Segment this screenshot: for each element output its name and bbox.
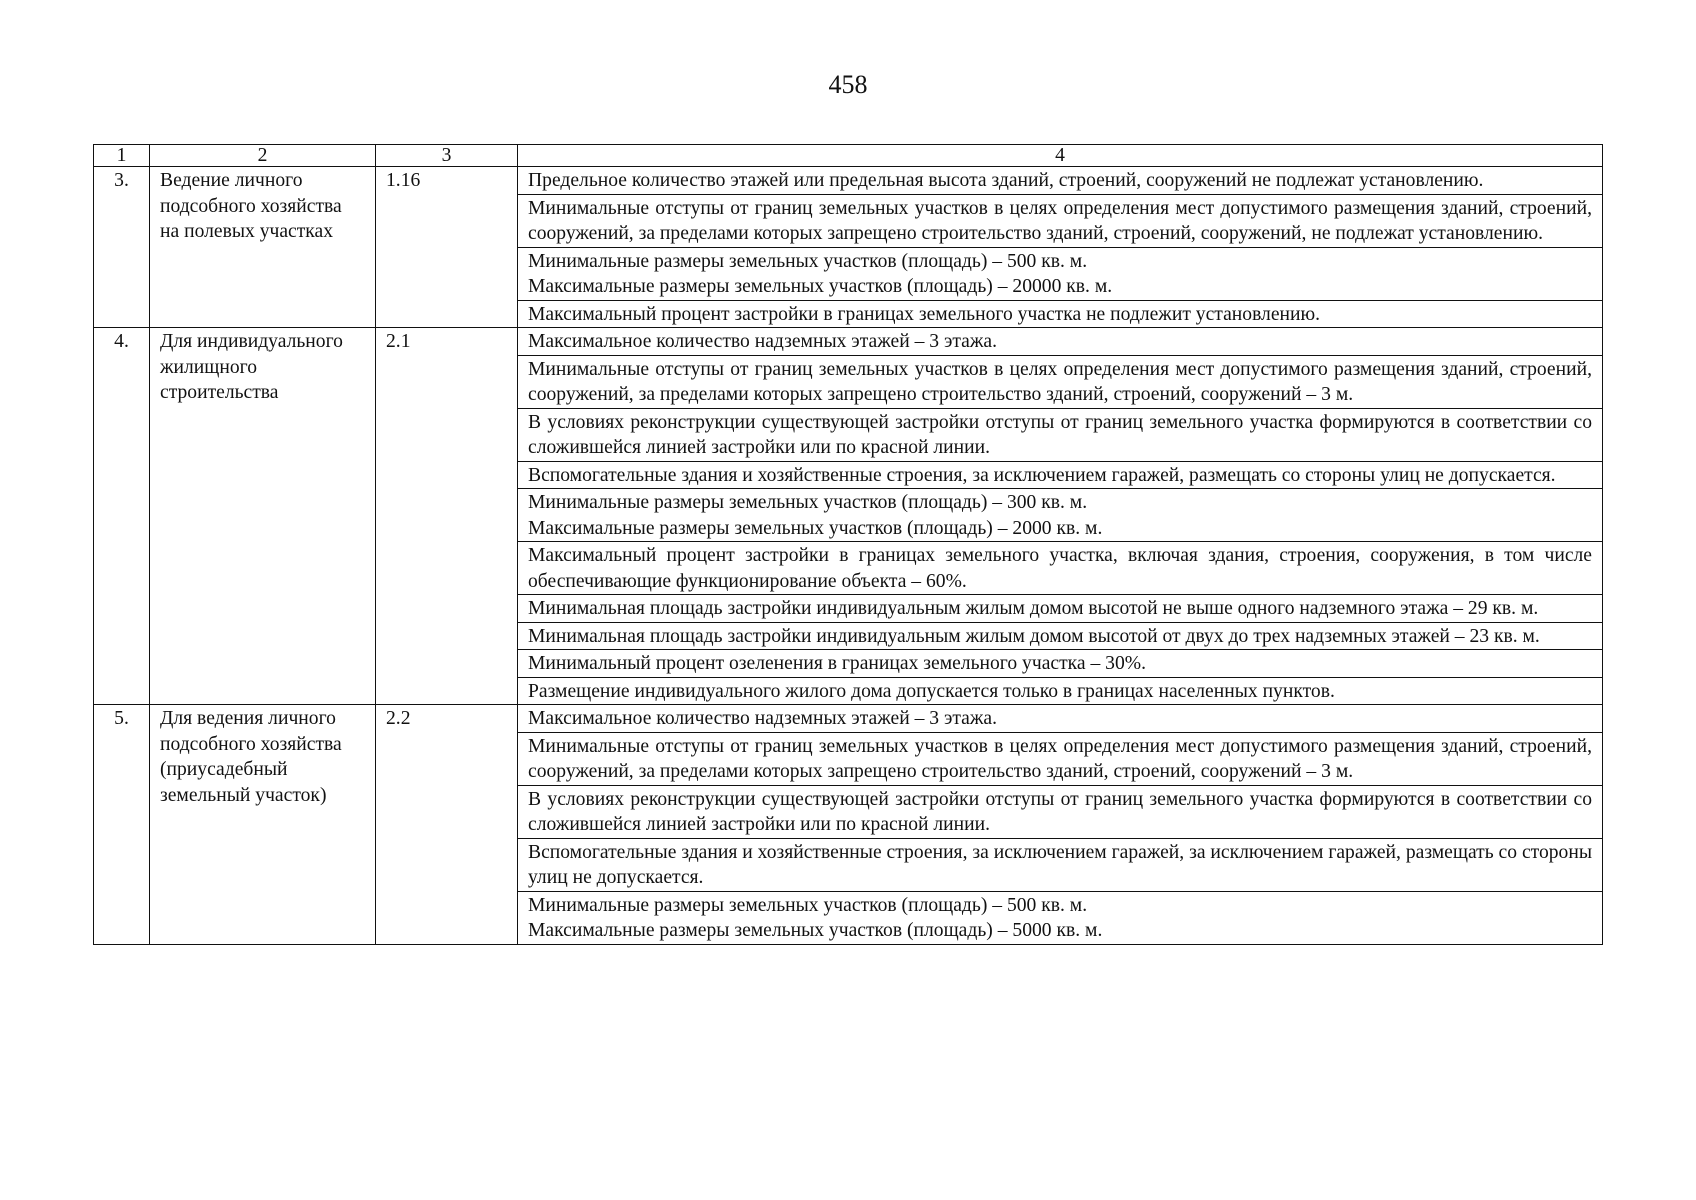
regulation-text-cell: Вспомогательные здания и хозяйственные строения, за исключением гаражей, за исключением гаражей, размещать со стороны улиц не допускается. [518,838,1603,891]
regulation-text-cell: Минимальные отступы от границ земельных участков в целях определения мест допустимого размещения зданий, строений, сооружений, за пределами которых запрещено строительство зданий, строений, сооружений – 3 м. [518,732,1603,785]
regulation-text-cell: Минимальные отступы от границ земельных участков в целях определения мест допустимого размещения зданий, строений, сооружений, за пределами которых запрещено строительство зданий, строений, сооружений, не подлежат установлению. [518,194,1603,247]
land-use-name-cell: Для ведения личного подсобного хозяйства (приусадебный земельный участок) [150,705,376,945]
regulation-text-cell: Минимальный процент озеленения в границах земельного участка – 30%. [518,650,1603,678]
land-use-code-cell: 1.16 [376,167,518,328]
regulation-text-cell: В условиях реконструкции существующей застройки отступы от границ земельного участка формируются в соответствии со сложившейся линией застройки или по красной линии. [518,408,1603,461]
regulation-text-cell: Минимальные размеры земельных участков (площадь) – 300 кв. м. Максимальные размеры земельных участков (площадь) – 2000 кв. м. [518,489,1603,542]
regulation-text-cell: Максимальное количество надземных этажей – 3 этажа. [518,328,1603,356]
regulation-text-cell: Максимальное количество надземных этажей – 3 этажа. [518,705,1603,733]
row-number-cell: 5. [94,705,150,945]
header-cell-4: 4 [518,145,1603,167]
header-cell-1: 1 [94,145,150,167]
land-use-name-cell: Ведение личного подсобного хозяйства на полевых участках [150,167,376,328]
regulation-text-cell: В условиях реконструкции существующей застройки отступы от границ земельного участка формируются в соответствии со сложившейся линией застройки или по красной линии. [518,785,1603,838]
land-use-code-cell: 2.1 [376,328,518,705]
regulation-text-cell: Минимальные размеры земельных участков (площадь) – 500 кв. м. Максимальные размеры земельных участков (площадь) – 20000 кв. м. [518,247,1603,300]
table-header-row [94,145,1603,167]
regulation-text-cell: Минимальная площадь застройки индивидуальным жилым домом высотой от двух до трех надземных этажей – 23 кв. м. [518,622,1603,650]
table-row [94,167,1603,195]
regulation-text-cell: Минимальные отступы от границ земельных участков в целях определения мест допустимого размещения зданий, строений, сооружений, за пределами которых запрещено строительство зданий, строений, сооружений – 3 м. [518,355,1603,408]
regulation-text-cell: Максимальный процент застройки в границах земельного участка, включая здания, строения, сооружения, в том числе обеспечивающие функционирование объекта – 60%. [518,542,1603,595]
regulations-table [93,144,1603,945]
row-number-cell: 3. [94,167,150,328]
table-row [94,328,1603,356]
regulation-text-cell: Предельное количество этажей или предельная высота зданий, строений, сооружений не подлежат установлению. [518,167,1603,195]
header-cell-3: 3 [376,145,518,167]
land-use-name-cell: Для индивидуального жилищного строительства [150,328,376,705]
regulation-text-cell: Минимальные размеры земельных участков (площадь) – 500 кв. м. Максимальные размеры земельных участков (площадь) – 5000 кв. м. [518,891,1603,944]
row-number-cell: 4. [94,328,150,705]
regulation-text-cell: Размещение индивидуального жилого дома допускается только в границах населенных пунктов. [518,677,1603,705]
land-use-code-cell: 2.2 [376,705,518,945]
regulation-text-cell: Максимальный процент застройки в границах земельного участка не подлежит установлению. [518,300,1603,328]
table-row [94,705,1603,733]
page-number: 458 [828,70,868,99]
regulation-text-cell: Минимальная площадь застройки индивидуальным жилым домом высотой не выше одного надземного этажа – 29 кв. м. [518,595,1603,623]
header-cell-2: 2 [150,145,376,167]
regulation-text-cell: Вспомогательные здания и хозяйственные строения, за исключением гаражей, размещать со стороны улиц не допускается. [518,461,1603,489]
